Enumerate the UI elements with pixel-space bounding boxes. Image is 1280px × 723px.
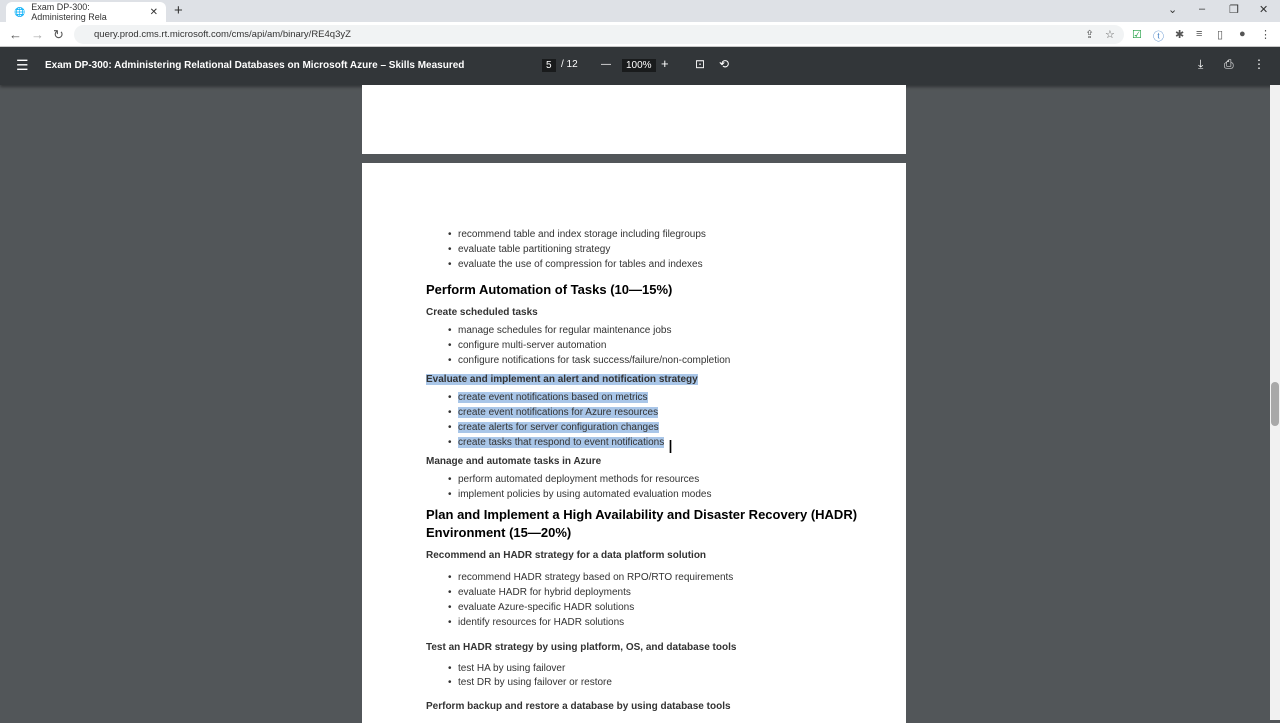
list-item: • evaluate HADR for hybrid deployments (458, 587, 631, 598)
section-heading: Perform Automation of Tasks (10—15%) (426, 282, 673, 297)
scrollbar[interactable] (1270, 85, 1280, 720)
share-icon[interactable]: ⇪ (1085, 29, 1095, 41)
list-item: • configure multi-server automation (458, 340, 606, 351)
list-item: • recommend table and index storage including filegroups (458, 229, 706, 240)
list-item: • identify resources for HADR solutions (458, 617, 624, 628)
download-icon[interactable]: ⤓ (1198, 57, 1204, 71)
zoom-in-button[interactable]: + (661, 56, 669, 71)
section-heading: Plan and Implement a High Availability and Disaster Recovery (HADR) (426, 507, 858, 522)
list-item: • configure notifications for task success/failure/non-completion (458, 355, 730, 366)
print-icon[interactable]: ⎙ (1224, 57, 1234, 71)
forward-button[interactable]: → (31, 27, 44, 42)
zoom-out-button[interactable]: — (601, 59, 611, 70)
reload-button[interactable]: ↻ (53, 27, 64, 42)
tab-search-icon[interactable]: ⌄ (1168, 4, 1178, 16)
extensions-puzzle-icon[interactable]: ✱ (1175, 29, 1185, 41)
text-cursor-icon: I (668, 437, 674, 457)
list-item: • test HA by using failover (458, 663, 565, 674)
list-item-selected: create event notifications based on metrics (458, 392, 648, 403)
fit-page-icon[interactable]: ⊡ (695, 57, 706, 71)
rotate-icon[interactable]: ⟲ (719, 57, 730, 71)
browser-menu-icon[interactable]: ⋮ (1260, 29, 1271, 41)
side-panel-icon[interactable]: ▯ (1217, 29, 1224, 41)
list-item: • recommend HADR strategy based on RPO/RTO requirements (458, 572, 733, 583)
extension-icon[interactable]: ⓣ (1153, 31, 1164, 43)
restore-button[interactable]: ❐ (1229, 4, 1239, 16)
url-input[interactable] (74, 25, 1124, 44)
bookmark-star-icon[interactable]: ☆ (1105, 29, 1115, 41)
pdf-page-4 (362, 85, 906, 154)
pdf-toolbar (0, 47, 1280, 85)
close-window-button[interactable]: ✕ (1259, 4, 1269, 16)
subheading: Manage and automate tasks in Azure (426, 456, 602, 467)
page-total: / 12 (561, 59, 578, 70)
list-item: • test DR by using failover or restore (458, 677, 612, 688)
document-title: Exam DP-300: Administering Relational Databases on Microsoft Azure – Skills Measured (45, 60, 465, 71)
list-item: • evaluate the use of compression for tables and indexes (458, 259, 703, 270)
list-item-selected: create tasks that respond to event notifications (458, 437, 665, 448)
subheading: Test an HADR strategy by using platform, OS, and database tools (426, 642, 737, 653)
new-tab-button[interactable]: + (174, 2, 183, 19)
reading-list-icon[interactable]: ≡ (1196, 28, 1203, 40)
minimize-button[interactable]: – (1199, 3, 1206, 15)
profile-avatar[interactable]: ● (1239, 28, 1246, 40)
address-bar-row (0, 22, 1280, 47)
list-item: • evaluate Azure-specific HADR solutions (458, 602, 634, 613)
list-item-selected: create alerts for server configuration changes (458, 422, 659, 433)
tab-strip (0, 0, 1280, 22)
list-item-selected: create event notifications for Azure resources (458, 407, 659, 418)
extension-check-icon[interactable]: ☑ (1132, 29, 1142, 41)
pdf-page-5 (362, 163, 906, 723)
scrollbar-thumb[interactable] (1271, 382, 1279, 426)
browser-tab[interactable] (6, 2, 166, 22)
close-tab-icon[interactable]: ✕ (149, 6, 158, 18)
back-button[interactable]: ← (9, 27, 22, 42)
zoom-input[interactable]: 100% (622, 59, 656, 72)
subheading: Perform backup and restore a database by using database tools (426, 701, 731, 712)
section-heading: Environment (15—20%) (426, 525, 572, 540)
list-item: • implement policies by using automated evaluation modes (458, 489, 711, 500)
list-item: • manage schedules for regular maintenance jobs (458, 325, 671, 336)
list-item: • evaluate table partitioning strategy (458, 244, 610, 255)
subheading-selected: Evaluate and implement an alert and notification strategy (426, 374, 698, 385)
url-text: query.prod.cms.rt.microsoft.com/cms/api/am/binary/RE4q3yZ (94, 29, 351, 40)
tab-title: Exam DP-300: Administering Rela (31, 2, 107, 22)
page-number-input[interactable]: 5 (542, 59, 556, 72)
list-item: • perform automated deployment methods for resources (458, 474, 699, 485)
menu-icon[interactable]: ☰ (16, 57, 29, 73)
subheading: Create scheduled tasks (426, 307, 538, 318)
globe-icon: 🌐 (14, 6, 26, 17)
subheading: Recommend an HADR strategy for a data platform solution (426, 550, 707, 561)
more-actions-icon[interactable]: ⋮ (1253, 57, 1265, 71)
